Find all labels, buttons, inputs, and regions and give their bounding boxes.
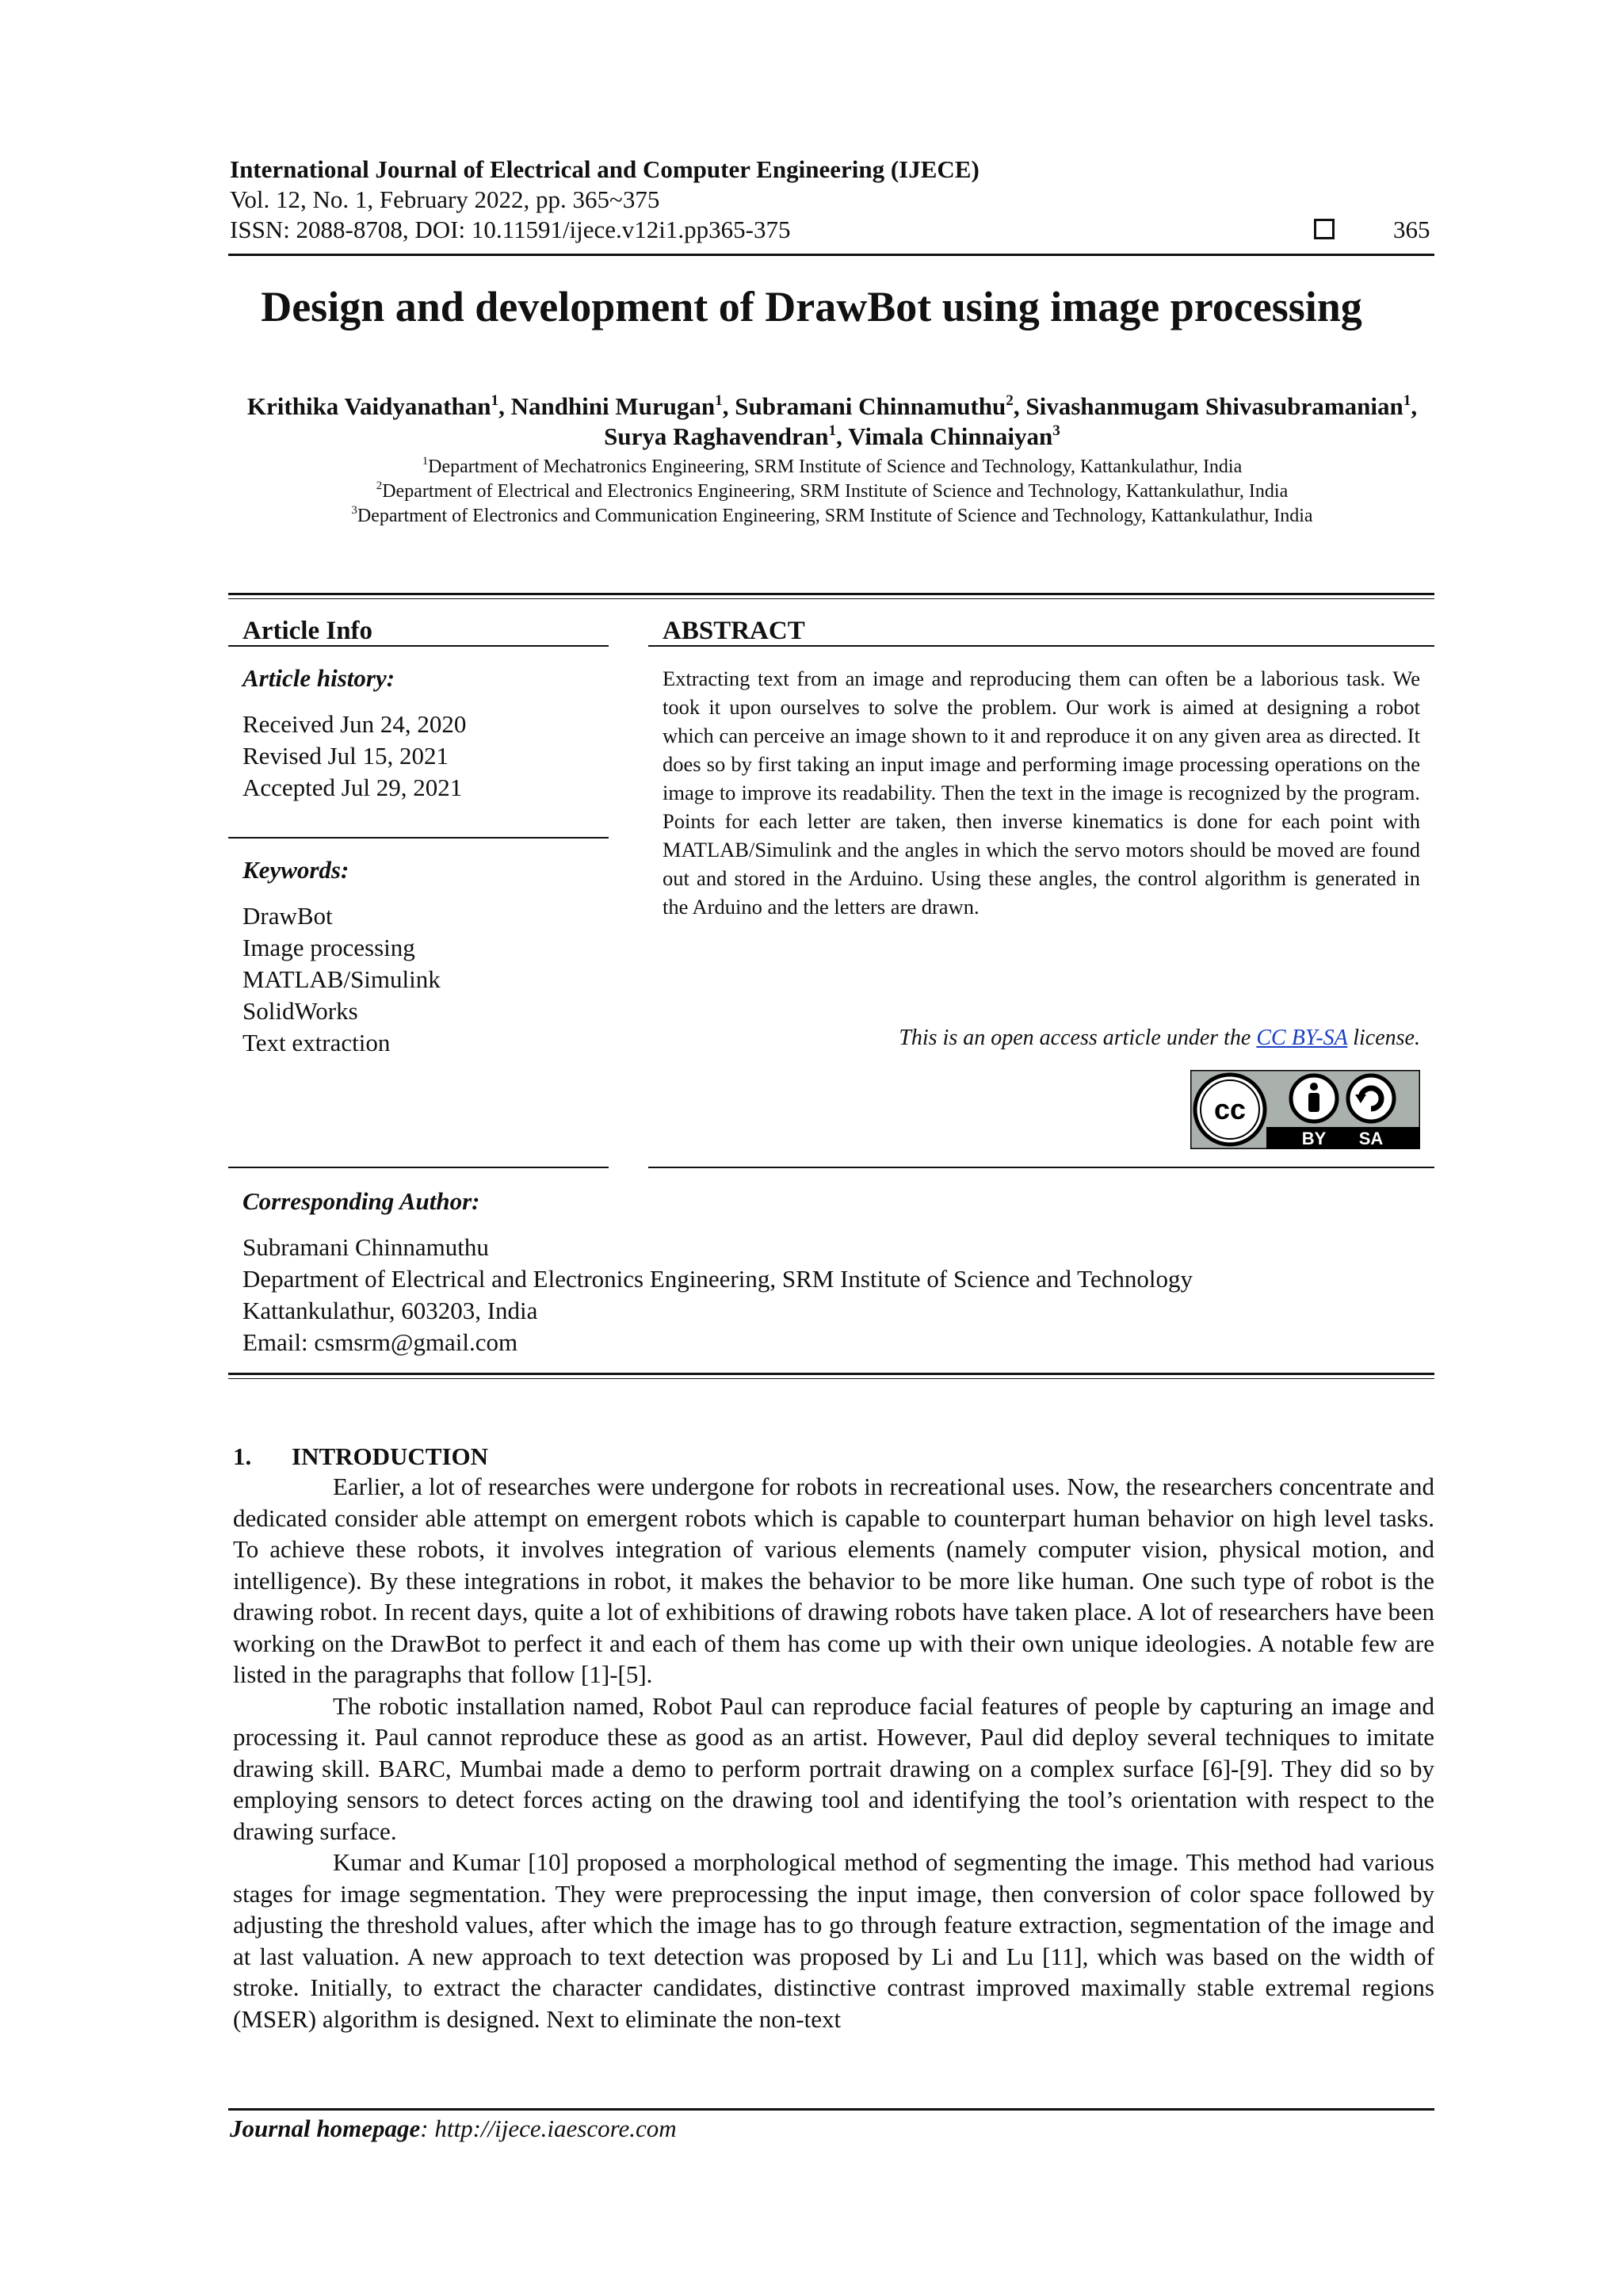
keyword: SolidWorks [242,997,358,1025]
author-name: Krithika Vaidyanathan [246,392,491,420]
corresponding-author-department: Department of Electrical and Electronics Engineering, SRM Institute of Science and Technology [242,1265,1193,1293]
abstract-text: Extracting text from an image and reproducing them can often be a laborious task. We took it upon ourselves to solve the problem. Our work is aimed at designing a robot which can perceive an image shown to it and reproduce it on any given area as directed. It does so by first taking an input image and performing image processing operations on the image to improve its readability. Then the text in the image is recognized by the program. Points for each letter are taken, then inverse kinematics is done for each point with MATLAB/Simulink and the angles in which the servo motors should be moved are found out and stored in the Arduino. Using these angles, the control algorithm is generated in the Arduino and the letters are drawn. [663,667,1420,919]
divider [648,645,1434,647]
introduction-body [233,1471,1434,2034]
article-info-heading: Article Info [242,617,373,645]
keyword: Text extraction [242,1029,391,1056]
author-sup: 3 [1052,422,1060,439]
cc-by-sa-badge-icon[interactable] [1190,1070,1420,1149]
author-sup: 1 [1403,392,1411,409]
footer-rule [228,2108,1434,2111]
abstract-heading: ABSTRACT [663,617,805,645]
author-name: Nandhini Murugan [510,392,716,420]
affiliation: $^1$Department of Mechatronics Engineering, SRM Institute of Science and Technology, Kattankulathur, India [422,455,1243,477]
section-number: 1. [233,1442,252,1470]
paragraph: Earlier, a lot of researches were undergone for robots in recreational uses. Now, the researchers concentrate and dedicated consider able attempt on emergent robots which is capable to counterpart human behavior on high level tasks. To achieve these robots, it involves integration of various elements (namely computer vision, physical motion, and intelligence). By these integrations in robot, it makes the behavior to be more like human. One such type of robot is the drawing robot. In recent days, quite a lot of exhibitions of drawing robots have taken place. A lot of researchers have been working on the DrawBot to perfect it and each of them has come up with their own unique ideologies. A notable few are listed in the paragraphs that follow [1]-[5]. [233,1473,1434,1688]
header-rule [228,254,1434,256]
author-name: Vimala Chinnaiyan [848,422,1053,450]
author-sup: 1 [715,392,723,409]
license-link[interactable]: CC BY-SA [1256,1026,1348,1050]
person-icon [1310,1083,1318,1091]
received-date: Received Jun 24, 2020 [242,710,467,738]
keywords-label: Keywords: [242,856,349,884]
keyword: MATLAB/Simulink [242,965,441,993]
page-number: 365 [1393,216,1430,243]
affiliation: $^2$Department of Electrical and Electronics Engineering, SRM Institute of Science and Technology, Kattankulathur, India [376,479,1289,502]
square-bullet-icon [1314,219,1335,239]
section-double-rule [228,593,1434,599]
divider [228,837,609,839]
corresponding-author-name: Subramani Chinnamuthu [242,1233,489,1261]
by-label: BY [1301,1129,1327,1148]
keyword: DrawBot [242,902,333,930]
corresponding-author-address: Kattankulathur, 603203, India [242,1297,538,1324]
affiliation: $^3$Department of Electronics and Communication Engineering, SRM Institute of Science and Technology, Kattankulathur, India [351,504,1313,526]
corresponding-author-email[interactable]: Email: csmsrm@gmail.com [242,1328,518,1356]
paper-title: Design and development of DrawBot using image processing [261,283,1362,330]
divider [228,1167,609,1168]
author-sup: 1 [491,392,499,409]
paragraph: Kumar and Kumar [10] proposed a morphological method of segmenting the image. This method had various stages for image segmentation. They were preprocessing the input image, then conversion of color space followed by adjusting the threshold values, after which the image has to go through feature extraction, segmentation of the image and at last valuation. A new approach to text detection was proposed by Li and Lu [11], which was based on the width of stroke. Initially, to extract the character candidates, distinctive contrast improved maximally stable extremal regions (MSER) algorithm is designed. Next to eliminate the non-text [233,1848,1434,2033]
corresponding-author-label: Corresponding Author: [242,1187,480,1215]
author-name: Surya Raghavendran [604,422,829,450]
footer-label: Journal homepage [230,2115,421,2142]
author-sup: 1 [828,422,837,439]
author-list: Krithika Vaidyanathan$^1$, Nandhini Murugan$^1$, Subramani Chinnamuthu$^2$, Sivashanmugam Shivasubramanian$^1$, Surya Raghavendran$^1$, Vimala Chinnaiyan$^3$ [246,392,1418,450]
section-double-rule [228,1373,1434,1379]
accepted-date: Accepted Jul 29, 2021 [242,774,463,801]
author-name: Sivashanmugam Shivasubramanian [1025,392,1403,420]
sa-label: SA [1358,1129,1384,1148]
paragraph: The robotic installation named, Robot Paul can reproduce facial features of people by capturing an image and processing it. Paul cannot reproduce these as good as an artist. However, Paul did deploy several techniques to imitate drawing skill. BARC, Mumbai made a demo to perform portrait drawing on a complex surface [6]-[9]. They did so by employing sensors to detect forces acting on the drawing tool and identifying the tool’s orientation with respect to the drawing surface. [233,1691,1434,1845]
author-sup: 2 [1006,392,1014,409]
license-note: This is an open access article under the CC BY-SA license. [899,1026,1420,1050]
cc-label: cc [1213,1093,1247,1125]
divider [648,1167,1434,1168]
author-name: Subramani Chinnamuthu [735,392,1006,420]
section-heading [233,1442,488,1471]
keyword: Image processing [242,934,415,961]
divider [228,645,609,647]
journal-homepage [230,2115,677,2143]
journal-name: International Journal of Electrical and Computer Engineering (IJECE) [230,155,980,183]
volume-info: Vol. 12, No. 1, February 2022, pp. 365~375 [230,185,660,213]
footer-url[interactable]: : http://ijece.iaescore.com [420,2115,677,2142]
section-title: INTRODUCTION [292,1442,489,1470]
article-history-label: Article history: [242,664,395,692]
issn-doi: ISSN: 2088-8708, DOI: 10.11591/ijece.v12i1.pp365-375 [230,216,791,243]
revised-date: Revised Jul 15, 2021 [242,742,449,770]
